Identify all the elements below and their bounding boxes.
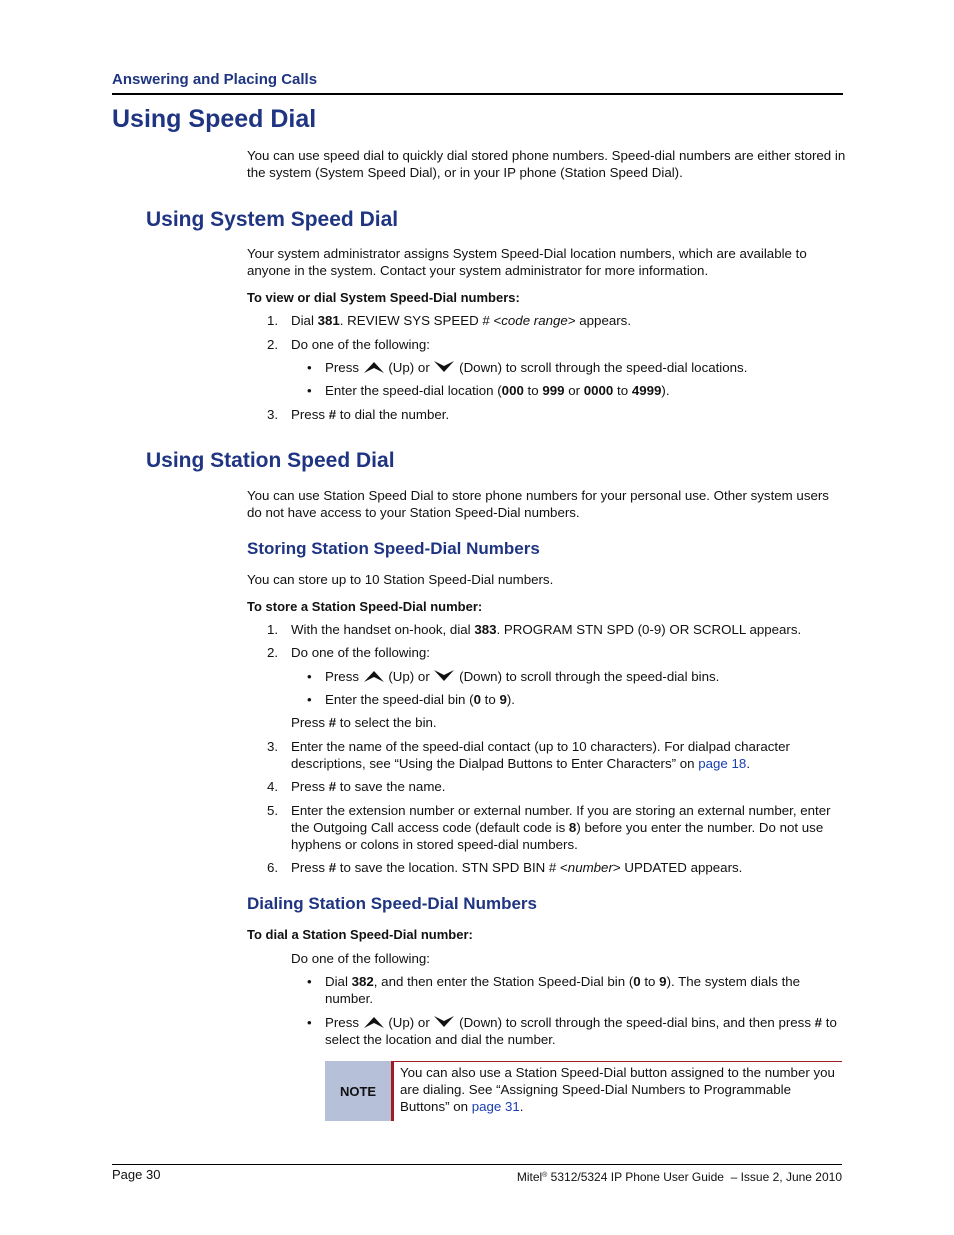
up-arrow-icon — [363, 1015, 385, 1029]
page-link[interactable]: page 18 — [698, 756, 747, 771]
step-number: 3. — [267, 739, 279, 754]
list-item: 1. With the handset on-hook, dial 383. PROGRAM STN SPD (0-9) OR SCROLL appears. — [267, 622, 802, 637]
note-text: You can also use a Station Speed-Dial button assigned to the number you are dialing. See “Assigning Speed-Dial Numbers to Programmable Buttons” on page 31. — [400, 1065, 835, 1114]
page-number: Page 30 — [112, 1167, 161, 1182]
bullet-dot: • — [307, 974, 312, 989]
note-label: NOTE — [325, 1061, 391, 1121]
bullet-dot: • — [307, 383, 312, 398]
note-box — [325, 1061, 842, 1121]
heading-dialing: Dialing Station Speed-Dial Numbers — [247, 894, 537, 913]
running-header: Answering and Placing Calls — [112, 71, 318, 88]
list-item: 6. Press # to save the location. STN SPD BIN # <number> UPDATED appears. — [267, 860, 743, 875]
press-select-line: Press # to select the bin. — [291, 715, 437, 730]
bullet-dot: • — [307, 1015, 312, 1030]
storing-paragraph: You can store up to 10 Station Speed-Dial numbers. — [247, 572, 554, 587]
heading-storing: Storing Station Speed-Dial Numbers — [247, 539, 540, 558]
list-item: • Enter the speed-dial location (000 to 999 or 0000 to 4999). — [307, 383, 670, 398]
page-link[interactable]: page 31 — [471, 1099, 520, 1114]
list-item: 2. Do one of the following: — [267, 337, 430, 352]
heading-system-speed-dial: Using System Speed Dial — [146, 208, 399, 231]
step-number: 1. — [267, 313, 279, 328]
list-item: • Press (Up) or (Down) to scroll through the speed-dial bins, and then press # to select the location and dial the number. — [307, 1015, 837, 1047]
procedure-title: To store a Station Speed-Dial number: — [247, 599, 483, 614]
bullet-dot: • — [307, 692, 312, 707]
up-arrow-icon — [363, 360, 385, 374]
bullet-dot: • — [307, 669, 312, 684]
note-top-rule — [394, 1061, 842, 1062]
station-paragraph: You can use Station Speed Dial to store phone numbers for your personal use. Other system users do not have access to your Station Speed-Dial numbers. — [247, 488, 829, 520]
step-number: 5. — [267, 803, 279, 818]
list-item: • Press (Up) or (Down) to scroll through the speed-dial locations. — [307, 360, 748, 375]
list-item: 3. Press # to dial the number. — [267, 407, 450, 422]
intro-paragraph: You can use speed dial to quickly dial stored phone numbers. Speed-dial numbers are either stored in the system (System Speed Dial), or in your IP phone (Station Speed Dial). — [247, 148, 846, 180]
step-number: 2. — [267, 337, 279, 352]
list-item: 4. Press # to save the name. — [267, 779, 446, 794]
step-number: 4. — [267, 779, 279, 794]
note-accent-bar — [391, 1061, 394, 1121]
list-item: 5. Enter the extension number or external number. If you are storing an external number, enter the Outgoing Call access code (default code is 8) before you enter the number. Do not use hyphens or colons in stored speed-dial numbers. — [267, 803, 831, 852]
list-item: • Enter the speed-dial bin (0 to 9). — [307, 692, 515, 707]
footer-rule — [112, 1164, 842, 1165]
procedure-title: To dial a Station Speed-Dial number: — [247, 927, 473, 942]
footer-title: Mitel® 5312/5324 IP Phone User Guide – Issue 2, June 2010 — [516, 1170, 842, 1184]
do-one-line: Do one of the following: — [291, 951, 430, 966]
system-paragraph: Your system administrator assigns System Speed-Dial location numbers, which are available to anyone in the system. Contact your system administrator for more information. — [247, 246, 807, 278]
procedure-title: To view or dial System Speed-Dial numbers: — [247, 290, 520, 305]
bullet-dot: • — [307, 360, 312, 375]
list-item: 1. Dial 381. REVIEW SYS SPEED # <code range> appears. — [267, 313, 632, 328]
step-number: 1. — [267, 622, 279, 637]
list-item: • Press (Up) or (Down) to scroll through the speed-dial bins. — [307, 669, 720, 684]
step-number: 2. — [267, 645, 279, 660]
step-number: 6. — [267, 860, 279, 875]
down-arrow-icon — [433, 669, 455, 683]
list-item: • Dial 382, and then enter the Station Speed-Dial bin (0 to 9). The system dials the number. — [307, 974, 801, 1006]
down-arrow-icon — [433, 1015, 455, 1029]
step-number: 3. — [267, 407, 279, 422]
page-title: Using Speed Dial — [112, 105, 317, 133]
up-arrow-icon — [363, 669, 385, 683]
header-rule — [112, 93, 843, 95]
heading-station-speed-dial: Using Station Speed Dial — [146, 449, 395, 472]
list-item: 3. Enter the name of the speed-dial contact (up to 10 characters). For dialpad character descriptions, see “Using the Dialpad Buttons to Enter Characters” on page 18. — [267, 739, 790, 771]
list-item: 2. Do one of the following: — [267, 645, 430, 660]
down-arrow-icon — [433, 360, 455, 374]
